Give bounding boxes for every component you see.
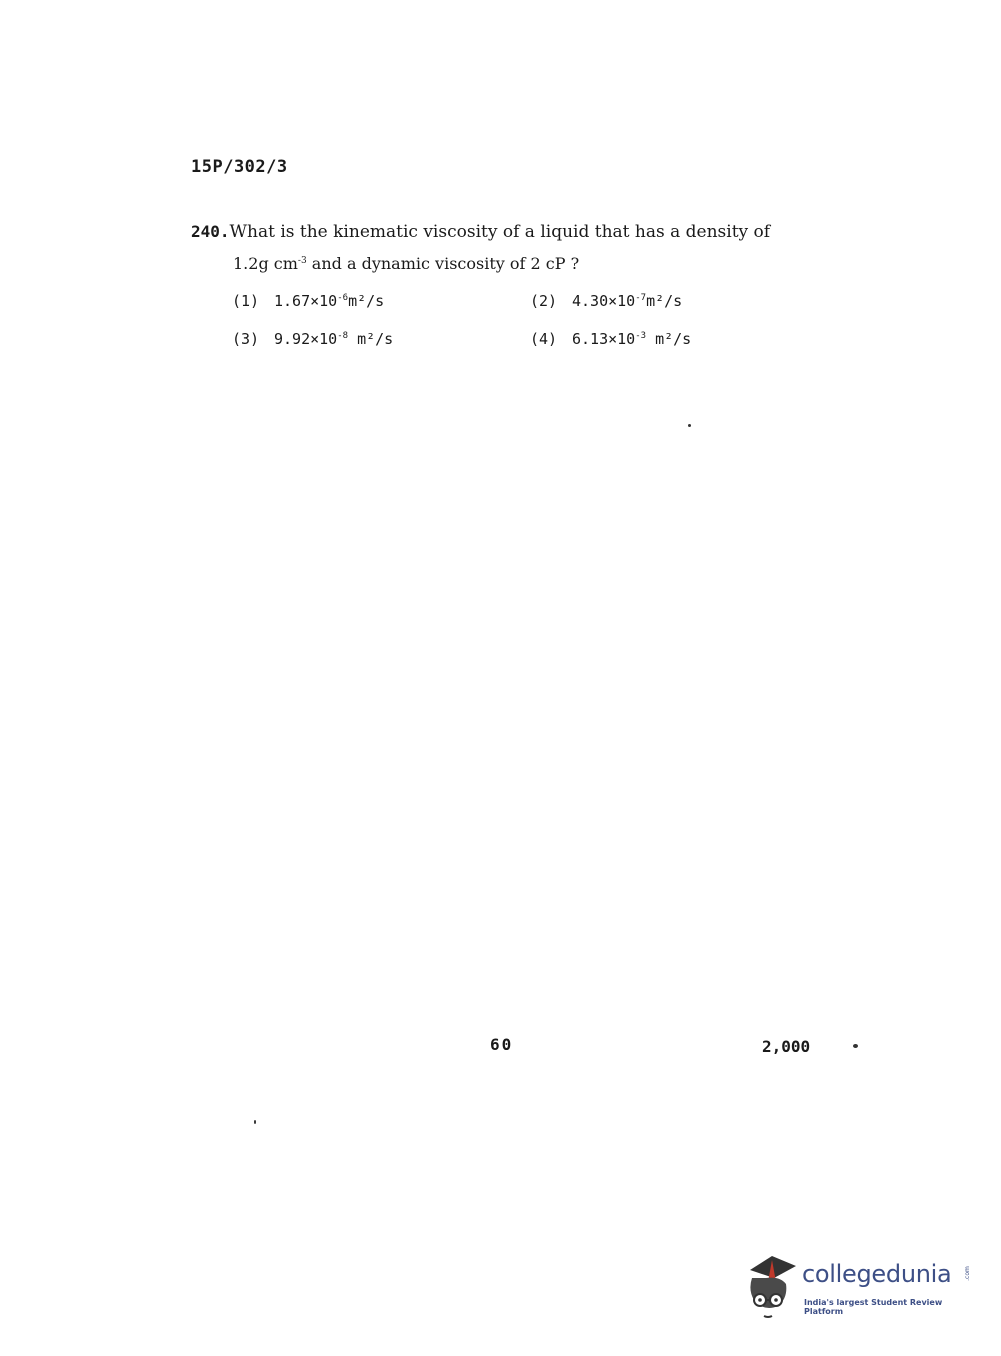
question-number: 240. xyxy=(191,222,230,241)
option-exponent: -6 xyxy=(337,293,349,303)
scan-speck xyxy=(254,1120,256,1124)
option-4 xyxy=(530,330,691,348)
page-number: 60 xyxy=(490,1035,514,1054)
option-mantissa: 4.30×10 xyxy=(572,292,636,310)
density-exponent: -3 xyxy=(297,256,307,266)
scan-speck xyxy=(688,424,691,427)
option-3 xyxy=(232,330,393,348)
question-line-2 xyxy=(233,254,579,273)
question-text-rest: and a dynamic viscosity of 2 cP ? xyxy=(306,254,580,273)
option-label: (4) xyxy=(530,330,558,348)
density-value: 1.2g cm xyxy=(233,254,298,273)
option-mantissa: 9.92×10 xyxy=(274,330,338,348)
paper-code: 15P/302/3 xyxy=(191,157,288,177)
option-exponent: -3 xyxy=(635,331,647,341)
option-mantissa: 6.13×10 xyxy=(572,330,636,348)
option-mantissa: 1.67×10 xyxy=(274,292,338,310)
option-unit: m²/s xyxy=(348,292,385,310)
question-line-1 xyxy=(191,222,770,242)
collegedunia-watermark xyxy=(742,1248,972,1320)
option-unit: m²/s xyxy=(348,330,394,348)
option-label: (3) xyxy=(232,330,260,348)
mascot-icon xyxy=(742,1248,802,1320)
print-copies: 2,000 xyxy=(762,1037,811,1056)
option-2 xyxy=(530,292,682,310)
scan-speck xyxy=(853,1044,858,1048)
option-1 xyxy=(232,292,384,310)
brand-tld: .com xyxy=(963,1266,971,1281)
option-unit: m²/s xyxy=(646,330,692,348)
option-label: (2) xyxy=(530,292,558,310)
option-exponent: -8 xyxy=(337,331,349,341)
option-exponent: -7 xyxy=(635,293,647,303)
option-label: (1) xyxy=(232,292,260,310)
question-text: What is the kinematic viscosity of a liquid that has a density of xyxy=(229,222,771,242)
brand-name: collegedunia xyxy=(802,1260,952,1288)
option-unit: m²/s xyxy=(646,292,683,310)
brand-tagline: India's largest Student Review Platform xyxy=(804,1298,943,1316)
